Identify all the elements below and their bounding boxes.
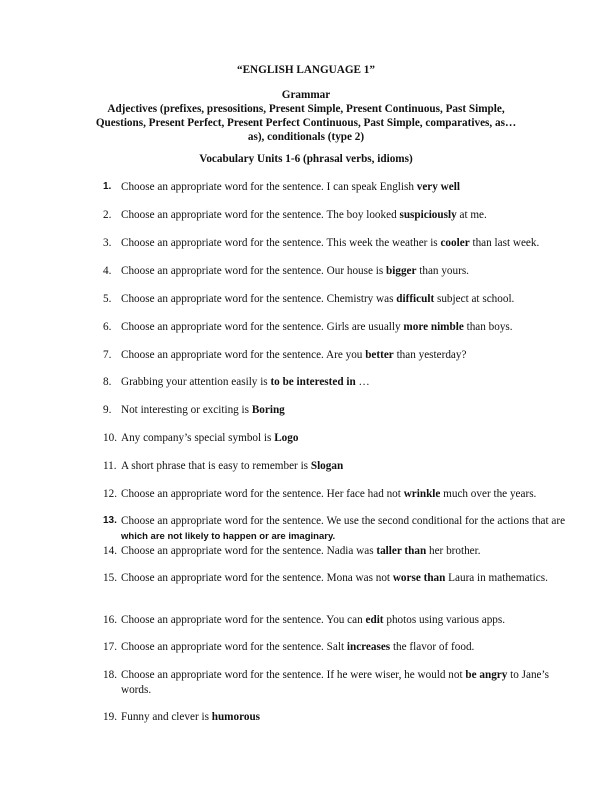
item-number: 19. — [103, 711, 117, 723]
item-number: 13. — [103, 515, 117, 526]
grammar-heading — [0, 88, 612, 144]
item-number: 17. — [103, 641, 117, 653]
item-text: Grabbing your attention easily is — [121, 376, 271, 388]
item-number: 6. — [103, 321, 112, 333]
list-item — [103, 514, 573, 544]
item-text-end: photos using various apps. — [383, 614, 506, 626]
item-answer: humorous — [211, 711, 261, 723]
list-item — [103, 292, 573, 307]
item-text: Choose an appropriate word for the sentence. Girls are usually — [121, 321, 404, 333]
item-answer: difficult — [396, 293, 435, 305]
list-item — [103, 375, 573, 390]
item-text-end: Laura in mathematics. — [445, 572, 548, 584]
item-text-end: than yours. — [416, 265, 469, 277]
item-number: 8. — [103, 376, 112, 388]
item-text: Choose an appropriate word for the sentence. Nadia was — [121, 545, 377, 557]
item-answer: suspiciously — [399, 209, 457, 221]
list-item — [103, 208, 573, 223]
item-text: Choose an appropriate word for the sentence. This week the weather is — [121, 237, 441, 249]
list-item — [103, 487, 573, 502]
item-number: 2. — [103, 209, 112, 221]
item-number: 3. — [103, 237, 112, 249]
item-text-end: than boys. — [463, 321, 513, 333]
grammar-label: Grammar — [281, 89, 331, 101]
item-text: Choose an appropriate word for the sentence. I can speak English — [121, 181, 417, 193]
item-number: 11. — [103, 460, 117, 472]
item-number: 15. — [103, 572, 117, 584]
item-number: 14. — [103, 545, 117, 557]
item-text: Choose an appropriate word for the sentence. You can — [121, 614, 366, 626]
item-text: Choose an appropriate word for the sentence. The boy looked — [121, 209, 400, 221]
item-text-end: at me. — [456, 209, 487, 221]
item-text: Not interesting or exciting is — [121, 404, 252, 416]
list-item — [103, 459, 573, 474]
item-text: Choose an appropriate word for the sentence. Are you — [121, 349, 366, 361]
item-text: Choose an appropriate word for the sentence. Her face had not — [121, 488, 404, 500]
list-item — [103, 348, 573, 363]
item-answer: more nimble — [403, 321, 464, 333]
list-item — [103, 180, 573, 195]
item-answer: bigger — [386, 265, 417, 277]
list-item — [103, 320, 573, 335]
list-item — [103, 710, 573, 725]
item-answer: very well — [416, 181, 460, 193]
item-answer: Slogan — [310, 460, 344, 472]
item-text: Choose an appropriate word for the sentence. We use the second conditional for the actions that are — [121, 515, 566, 527]
vocabulary-heading: Vocabulary Units 1-6 (phrasal verbs, idioms) — [199, 153, 413, 165]
item-number: 1. — [103, 181, 112, 192]
item-number: 10. — [103, 432, 117, 444]
list-item — [103, 668, 573, 697]
item-text: Funny and clever is — [121, 711, 212, 723]
list-item — [103, 236, 573, 251]
item-answer: Boring — [251, 404, 285, 416]
item-answer: better — [365, 349, 394, 361]
item-text: Choose an appropriate word for the sentence. Our house is — [121, 265, 387, 277]
item-answer: edit — [365, 614, 384, 626]
list-item — [103, 403, 573, 418]
item-answer: worse than — [392, 572, 446, 584]
item-text: Any company’s special symbol is — [121, 432, 275, 444]
item-answer: Logo — [274, 432, 299, 444]
item-text-end: to Jane’s words. — [121, 669, 549, 696]
document-title: “ENGLISH LANGUAGE 1” — [236, 64, 375, 76]
list-item — [103, 640, 573, 655]
item-text: Choose an appropriate word for the sentence. If he were wiser, he would not — [121, 669, 466, 681]
item-text: A short phrase that is easy to remember is — [121, 460, 311, 472]
item-text-end: … — [355, 376, 370, 388]
item-answer: be angry — [465, 669, 508, 681]
item-number: 5. — [103, 293, 112, 305]
item-answer: taller than — [376, 545, 427, 557]
item-number: 12. — [103, 488, 117, 500]
item-text-end: her brother. — [426, 545, 481, 557]
item-number: 7. — [103, 349, 112, 361]
item-text-end: the flavor of food. — [390, 641, 475, 653]
grammar-topics-line-3: as), conditionals (type 2) — [247, 131, 365, 143]
item-answer: wrinkle — [403, 488, 441, 500]
list-item — [103, 544, 573, 559]
list-item — [103, 613, 573, 628]
item-text: Choose an appropriate word for the sentence. Salt — [121, 641, 347, 653]
list-item — [103, 431, 573, 446]
item-answer: to be interested in — [270, 376, 356, 388]
item-text-end: much over the years. — [440, 488, 537, 500]
item-text-end: subject at school. — [434, 293, 515, 305]
item-answer: increases — [346, 641, 391, 653]
item-number: 4. — [103, 265, 112, 277]
item-number: 9. — [103, 404, 112, 416]
grammar-topics-line-1: Adjectives (prefixes, presositions, Present Simple, Present Continuous, Past Simple, — [107, 103, 505, 115]
grammar-topics-line-2: Questions, Present Perfect, Present Perfect Continuous, Past Simple, comparatives, as… — [95, 117, 517, 129]
item-text-end: than last week. — [469, 237, 540, 249]
list-item — [103, 571, 573, 586]
item-text-end: than yesterday? — [393, 349, 467, 361]
item-text: Choose an appropriate word for the sentence. Mona was not — [121, 572, 393, 584]
item-number: 18. — [103, 669, 117, 681]
list-item — [103, 264, 573, 279]
item-answer: which are not likely to happen or are imaginary. — [121, 530, 336, 542]
item-text: Choose an appropriate word for the sentence. Chemistry was — [121, 293, 397, 305]
item-number: 16. — [103, 614, 117, 626]
item-answer: cooler — [440, 237, 470, 249]
